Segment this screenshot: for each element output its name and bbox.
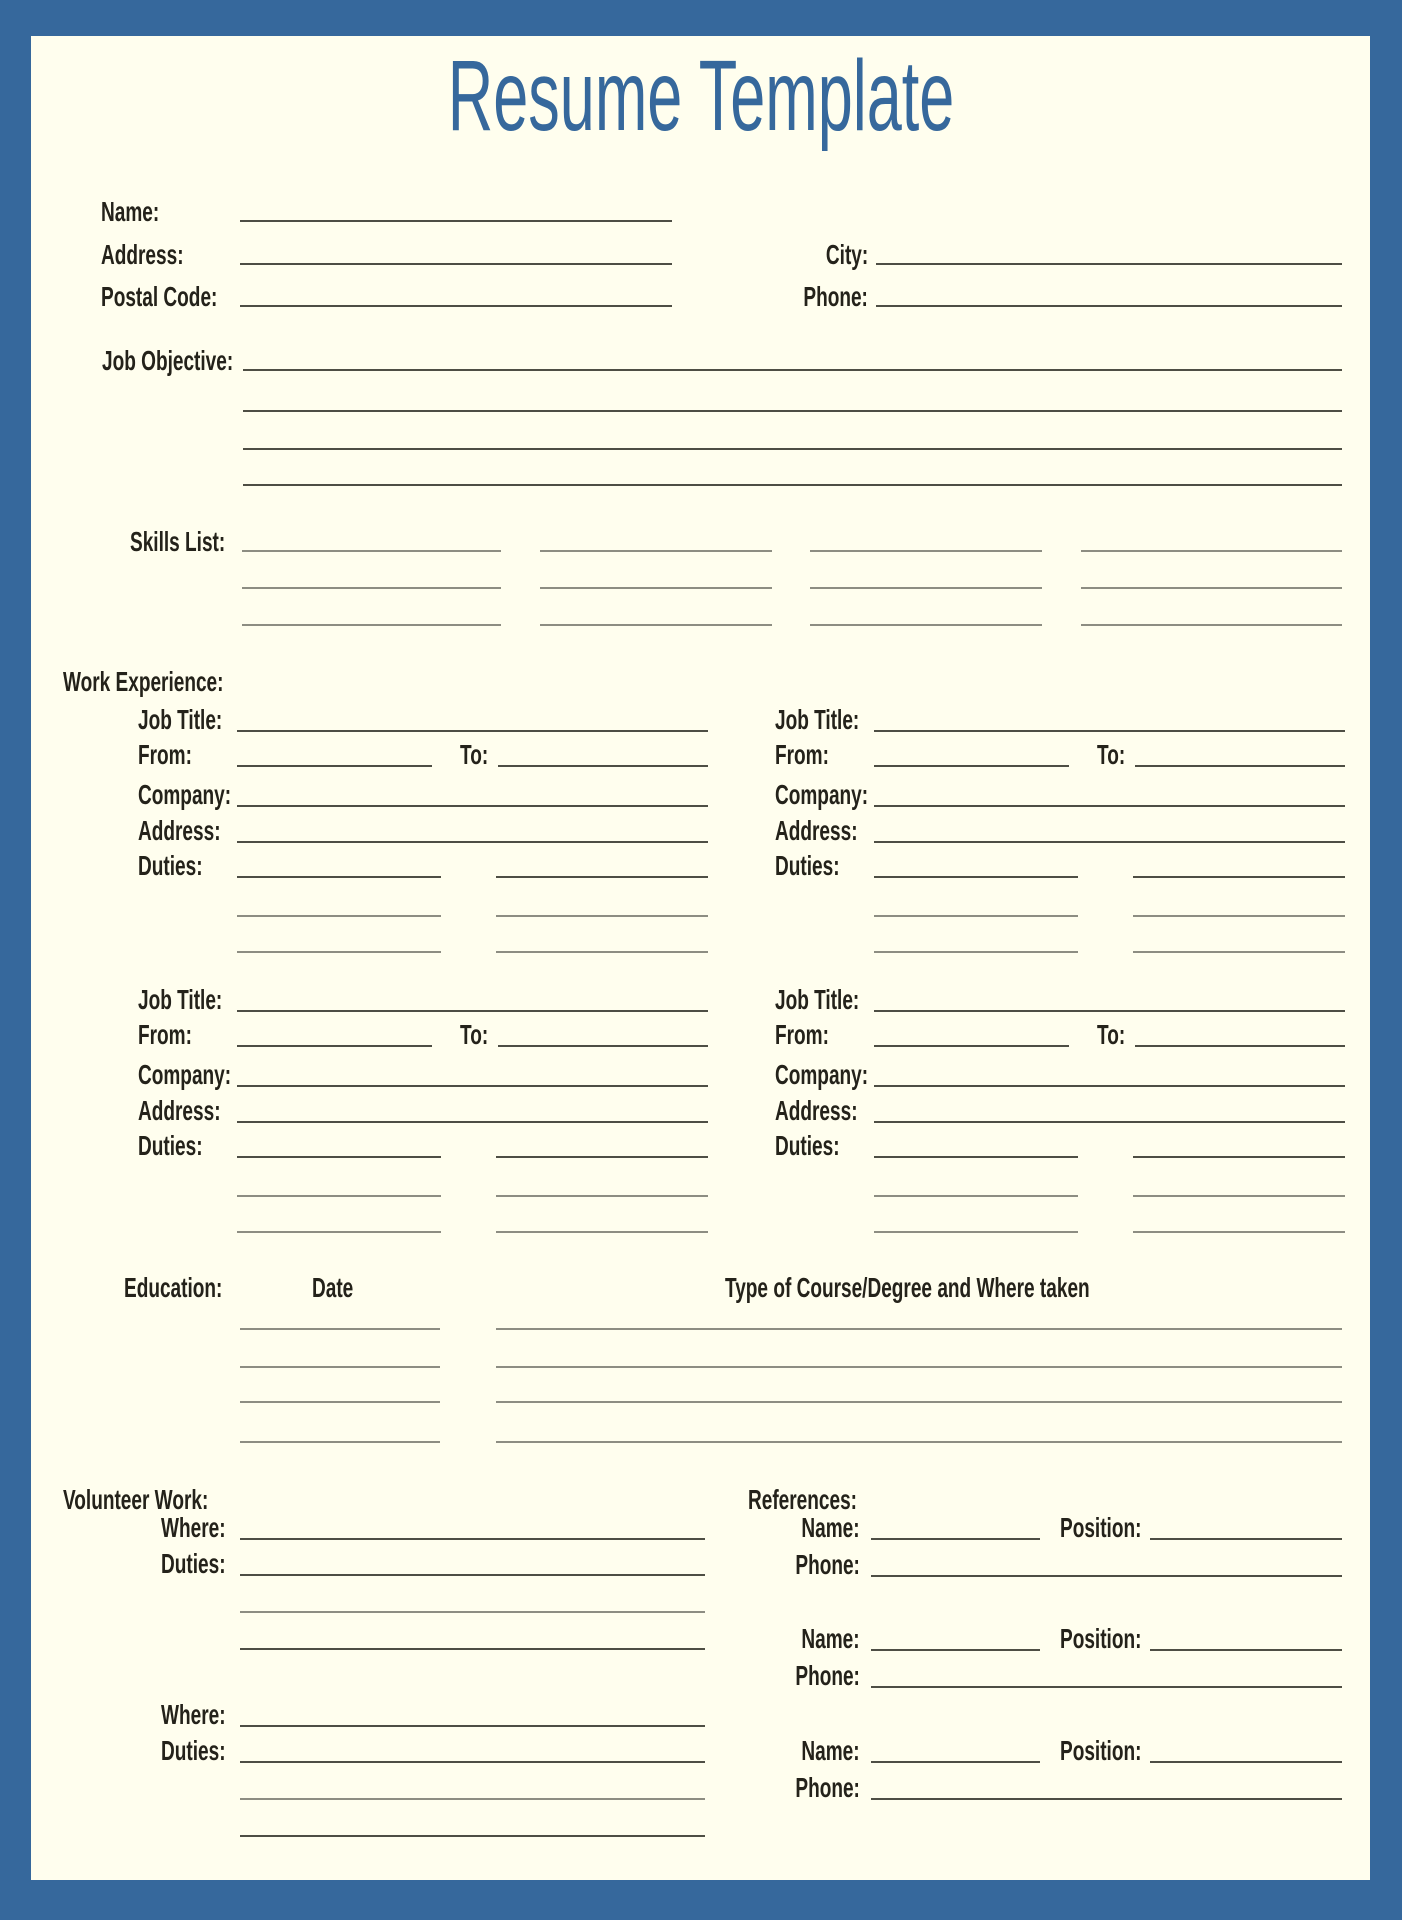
skills-line[interactable] xyxy=(1081,624,1342,626)
duties-label: Duties: xyxy=(775,850,840,881)
education-date-line[interactable] xyxy=(240,1328,440,1330)
reference-position-label: Position: xyxy=(1060,1623,1142,1654)
company-field-line[interactable] xyxy=(874,1085,1345,1087)
reference-phone-label: Phone: xyxy=(795,1772,860,1803)
duties-label: Duties: xyxy=(138,1130,203,1161)
skills-line[interactable] xyxy=(540,624,772,626)
company-address-label: Address: xyxy=(775,815,858,846)
education-date-line[interactable] xyxy=(240,1441,440,1443)
reference-name-label: Name: xyxy=(801,1512,860,1543)
volunteer-block-1 xyxy=(161,1514,706,1654)
skills-line[interactable] xyxy=(810,550,1042,552)
volunteer-block-2 xyxy=(161,1701,706,1841)
company-field-line[interactable] xyxy=(874,805,1345,807)
education-date-line[interactable] xyxy=(240,1401,440,1403)
duties-line[interactable] xyxy=(874,1156,1078,1158)
where-field-line[interactable] xyxy=(240,1538,705,1540)
company-field-line[interactable] xyxy=(237,1085,708,1087)
education-date-header: Date xyxy=(312,1272,354,1303)
duties-line[interactable] xyxy=(496,1156,708,1158)
company-address-field-line[interactable] xyxy=(874,841,1345,843)
duties-line[interactable] xyxy=(1133,1156,1345,1158)
to-field-line[interactable] xyxy=(1135,765,1345,767)
name-field-line[interactable] xyxy=(240,220,672,222)
duties-label: Duties: xyxy=(138,850,203,881)
reference-name-line[interactable] xyxy=(871,1761,1040,1763)
skills-line[interactable] xyxy=(242,550,501,552)
duties-line[interactable] xyxy=(496,915,708,917)
education-course-line[interactable] xyxy=(496,1328,1342,1330)
duties-line[interactable] xyxy=(496,951,708,953)
from-label: From: xyxy=(138,739,192,770)
reference-block-1 xyxy=(740,1514,1342,1580)
address-field-line[interactable] xyxy=(240,263,672,265)
to-label: To: xyxy=(460,739,489,770)
reference-name-label: Name: xyxy=(801,1735,860,1766)
to-field-line[interactable] xyxy=(498,765,708,767)
education-course-header: Type of Course/Degree and Where taken xyxy=(725,1272,1090,1303)
education-course-line[interactable] xyxy=(496,1366,1342,1368)
reference-phone-line[interactable] xyxy=(871,1798,1342,1800)
company-field-line[interactable] xyxy=(237,805,708,807)
company-label: Company: xyxy=(775,1059,869,1090)
where-label: Where: xyxy=(161,1512,226,1543)
duties-line[interactable] xyxy=(1133,951,1345,953)
to-field-line[interactable] xyxy=(1135,1045,1345,1047)
postal-code-label: Postal Code: xyxy=(101,281,218,312)
reference-phone-label: Phone: xyxy=(795,1549,860,1580)
job-objective-label: Job Objective: xyxy=(102,345,234,376)
to-label: To: xyxy=(1097,1019,1126,1050)
duties-field-line[interactable] xyxy=(240,1648,705,1650)
duties-line[interactable] xyxy=(1133,915,1345,917)
where-label: Where: xyxy=(161,1699,226,1730)
skills-line[interactable] xyxy=(540,550,772,552)
from-field-line[interactable] xyxy=(237,1045,432,1047)
job-title-label: Job Title: xyxy=(775,704,860,735)
to-label: To: xyxy=(1097,739,1126,770)
duties-line[interactable] xyxy=(874,915,1078,917)
job-title-label: Job Title: xyxy=(138,704,223,735)
phone-label: Phone: xyxy=(803,281,868,312)
job-title-label: Job Title: xyxy=(138,984,223,1015)
to-field-line[interactable] xyxy=(498,1045,708,1047)
company-address-label: Address: xyxy=(138,815,221,846)
reference-block-3 xyxy=(740,1737,1342,1803)
reference-block-2 xyxy=(740,1625,1342,1691)
reference-position-label: Position: xyxy=(1060,1735,1142,1766)
from-label: From: xyxy=(138,1019,192,1050)
duties-label: Duties: xyxy=(775,1130,840,1161)
from-field-line[interactable] xyxy=(237,765,432,767)
job-title-field-line[interactable] xyxy=(237,730,708,732)
duties-line[interactable] xyxy=(1133,1231,1345,1233)
duties-line[interactable] xyxy=(496,876,708,878)
from-label: From: xyxy=(775,739,829,770)
city-label: City: xyxy=(825,239,868,270)
reference-position-line[interactable] xyxy=(1150,1649,1342,1651)
from-field-line[interactable] xyxy=(874,1045,1069,1047)
reference-name-line[interactable] xyxy=(871,1538,1040,1540)
duties-line[interactable] xyxy=(496,1195,708,1197)
reference-name-line[interactable] xyxy=(871,1649,1040,1651)
company-address-field-line[interactable] xyxy=(237,841,708,843)
duties-field-line[interactable] xyxy=(240,1798,705,1800)
job-objective-line[interactable] xyxy=(243,448,1342,450)
duties-label: Duties: xyxy=(161,1735,226,1766)
duties-line[interactable] xyxy=(874,951,1078,953)
from-field-line[interactable] xyxy=(874,765,1069,767)
job-title-field-line[interactable] xyxy=(874,1010,1345,1012)
skills-line[interactable] xyxy=(1081,587,1342,589)
duties-line[interactable] xyxy=(496,1231,708,1233)
duties-line[interactable] xyxy=(874,876,1078,878)
duties-line[interactable] xyxy=(237,1231,441,1233)
reference-phone-line[interactable] xyxy=(871,1686,1342,1688)
job-objective-line[interactable] xyxy=(243,369,1342,371)
duties-line[interactable] xyxy=(237,1195,441,1197)
title-row xyxy=(0,40,1402,152)
page-title: Resume Template xyxy=(447,40,955,152)
education-course-line[interactable] xyxy=(496,1441,1342,1443)
duties-line[interactable] xyxy=(237,876,441,878)
job-block-1-right xyxy=(775,706,1345,956)
education-course-line[interactable] xyxy=(496,1401,1342,1403)
duties-field-line[interactable] xyxy=(240,1761,705,1763)
skills-line[interactable] xyxy=(540,587,772,589)
skills-line[interactable] xyxy=(242,624,501,626)
job-title-label: Job Title: xyxy=(775,984,860,1015)
company-address-field-line[interactable] xyxy=(874,1121,1345,1123)
education-date-line[interactable] xyxy=(240,1366,440,1368)
reference-phone-line[interactable] xyxy=(871,1575,1342,1577)
duties-line[interactable] xyxy=(237,951,441,953)
reference-name-label: Name: xyxy=(801,1623,860,1654)
from-label: From: xyxy=(775,1019,829,1050)
address-label: Address: xyxy=(101,239,184,270)
job-objective-line[interactable] xyxy=(243,410,1342,412)
work-experience-header: Work Experience: xyxy=(63,666,224,697)
volunteer-work-header: Volunteer Work: xyxy=(63,1484,209,1515)
skills-line[interactable] xyxy=(810,587,1042,589)
education-label: Education: xyxy=(124,1272,223,1303)
duties-line[interactable] xyxy=(1133,1195,1345,1197)
job-objective-line[interactable] xyxy=(243,484,1342,486)
job-title-field-line[interactable] xyxy=(237,1010,708,1012)
job-title-field-line[interactable] xyxy=(874,730,1345,732)
company-label: Company: xyxy=(775,779,869,810)
skills-line[interactable] xyxy=(810,624,1042,626)
skills-line[interactable] xyxy=(1081,550,1342,552)
city-field-line[interactable] xyxy=(876,263,1342,265)
company-label: Company: xyxy=(138,779,232,810)
references-header: References: xyxy=(748,1484,858,1515)
duties-field-line[interactable] xyxy=(240,1574,705,1576)
duties-field-line[interactable] xyxy=(240,1835,705,1837)
company-address-field-line[interactable] xyxy=(237,1121,708,1123)
where-field-line[interactable] xyxy=(240,1725,705,1727)
company-label: Company: xyxy=(138,1059,232,1090)
duties-line[interactable] xyxy=(1133,876,1345,878)
reference-phone-label: Phone: xyxy=(795,1660,860,1691)
duties-line[interactable] xyxy=(874,1195,1078,1197)
to-label: To: xyxy=(460,1019,489,1050)
phone-field-line[interactable] xyxy=(876,305,1342,307)
duties-label: Duties: xyxy=(161,1548,226,1579)
skills-list-label: Skills List: xyxy=(130,526,226,557)
name-label: Name: xyxy=(101,196,160,227)
company-address-label: Address: xyxy=(138,1095,221,1126)
skills-line[interactable] xyxy=(242,587,501,589)
duties-field-line[interactable] xyxy=(240,1611,705,1613)
postal-code-field-line[interactable] xyxy=(240,305,672,307)
reference-position-line[interactable] xyxy=(1150,1761,1342,1763)
job-block-1-left xyxy=(138,706,708,956)
reference-position-label: Position: xyxy=(1060,1512,1142,1543)
reference-position-line[interactable] xyxy=(1150,1538,1342,1540)
job-block-2-right xyxy=(775,986,1345,1236)
company-address-label: Address: xyxy=(775,1095,858,1126)
duties-line[interactable] xyxy=(237,915,441,917)
duties-line[interactable] xyxy=(874,1231,1078,1233)
job-block-2-left xyxy=(138,986,708,1236)
duties-line[interactable] xyxy=(237,1156,441,1158)
